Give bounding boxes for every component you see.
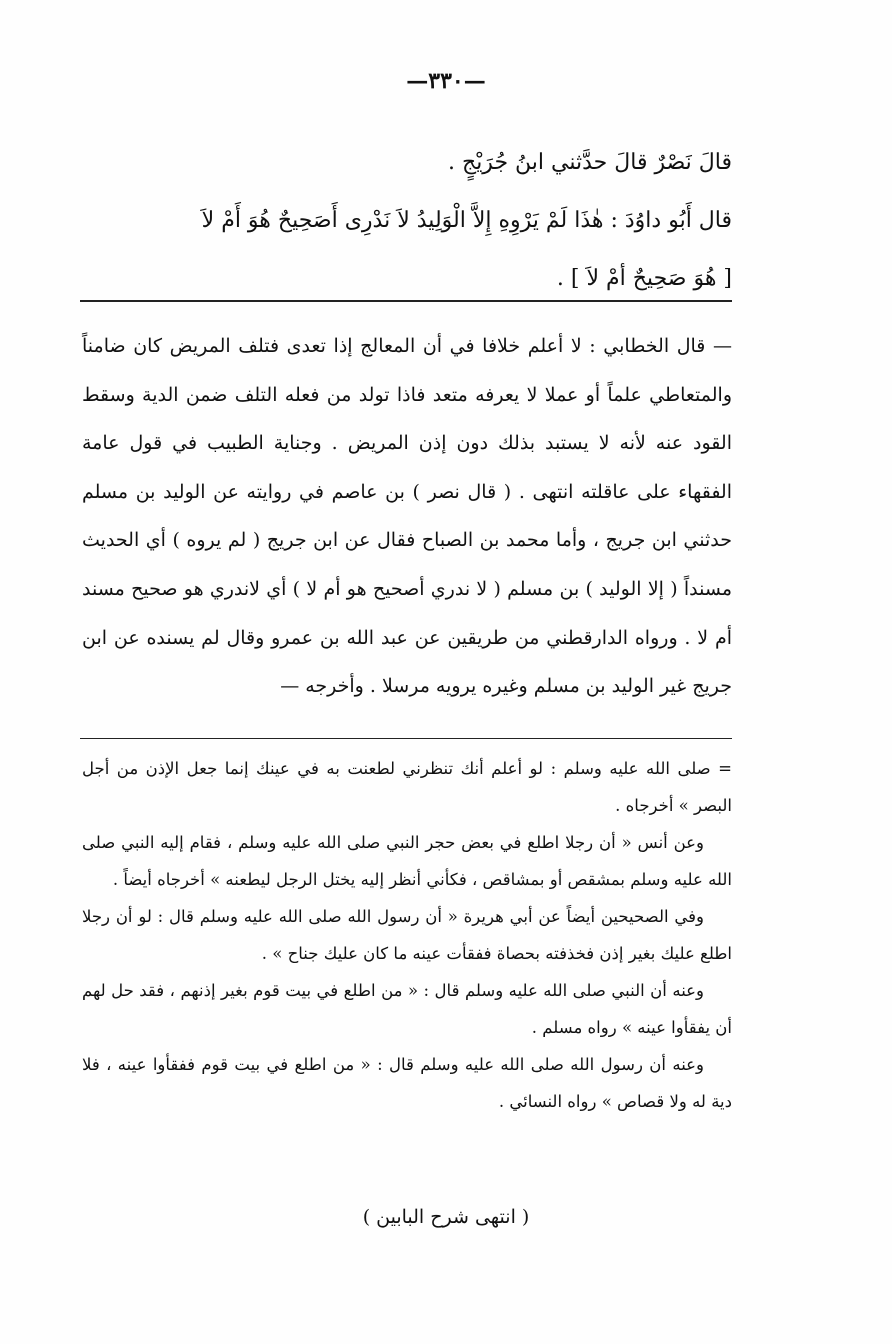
hadith-line-3: [ هُوَ صَحِيحٌ أمْ لاَ ] . [556,266,732,291]
note-paragraph-4: وعنه أن النبي صلى الله عليه وسلم قال : « من اطلع في بيت قوم بغير إذنهم ، فقد حل لهم أن يفقأوا عينه » رواه مسلم . [82,981,732,1037]
note-paragraph-5: وعنه أن رسول الله صلى الله عليه وسلم قال : « من اطلع في بيت قوم ففقأوا عينه ، فلا دية له ولا قصاص » رواه النسائي . [82,1055,732,1111]
note-paragraph-3: وفي الصحيحين أيضاً عن أبي هريرة « أن رسول الله صلى الله عليه وسلم قال : لو أن رجلا اطلع عليك بغير إذن فخذفته بحصاة ففقأت عينه ما كان عليك جناح » . [82,907,732,963]
top-divider [80,300,732,302]
commentary-block [82,322,732,711]
hadith-line-1: قالَ نَصْرٌ قالَ حدَّثني ابنُ جُرَيْجٍ . [448,150,732,175]
hadith-text [132,134,732,308]
closing-line: ( انتهى شرح البابين ) [362,1206,530,1228]
notes-block [82,750,732,1120]
bottom-divider [80,738,732,739]
page-number: —٣٣٠— [406,68,486,94]
note-paragraph-2: وعن أنس « أن رجلا اطلع في بعض حجر النبي صلى الله عليه وسلم ، فقام إليه النبي صلى الله عليه وسلم بمشقص أو بمشاقص ، فكأني أنظر إليه يختل الرجل ليطعنه » أخرجاه أيضاً . [82,833,732,889]
hadith-line-2: قال أَبُو داوُدَ : هٰذَا لَمْ يَرْوِهِ إِلاَّ الْوَلِيدُ لاَ نَدْرِى أَصَحِيحٌ هُوَ أَمْ لاَ [201,208,732,233]
note-paragraph-1: = صلى الله عليه وسلم : لو أعلم أنك تنظرني لطعنت به في عينك إنما جعل الإذن من أجل البصر » أخرجاه . [82,759,732,815]
commentary-paragraph: — قال الخطابي : لا أعلم خلافا في أن المعالج إذا تعدى فتلف المريض كان ضامناً والمتعاطي علماً أو عملا لا يعرفه متعد فاذا تولد من فعله التلف ضمن الدية وسقط القود عنه لأنه لا يستبد بذلك دون إذن المريض . وجناية الطبيب في قول عامة الفقهاء على عاقلته انتهى . ( قال نصر ) بن عاصم في روايته عن الوليد بن مسلم حدثني ابن جريج ، وأما محمد بن الصباح فقال عن ابن جريج ( لم يروه ) أي الحديث مسنداً ( إلا الوليد ) بن مسلم ( لا ندري أصحيح هو أم لا ) أي لاندري هو صحيح مسند أم لا . ورواه الدارقطني من طريقين عن عبد الله بن عمرو وقال لم يسنده عن ابن جريج غير الوليد بن مسلم وغيره يرويه مرسلا . وأخرجه — [82,335,732,698]
